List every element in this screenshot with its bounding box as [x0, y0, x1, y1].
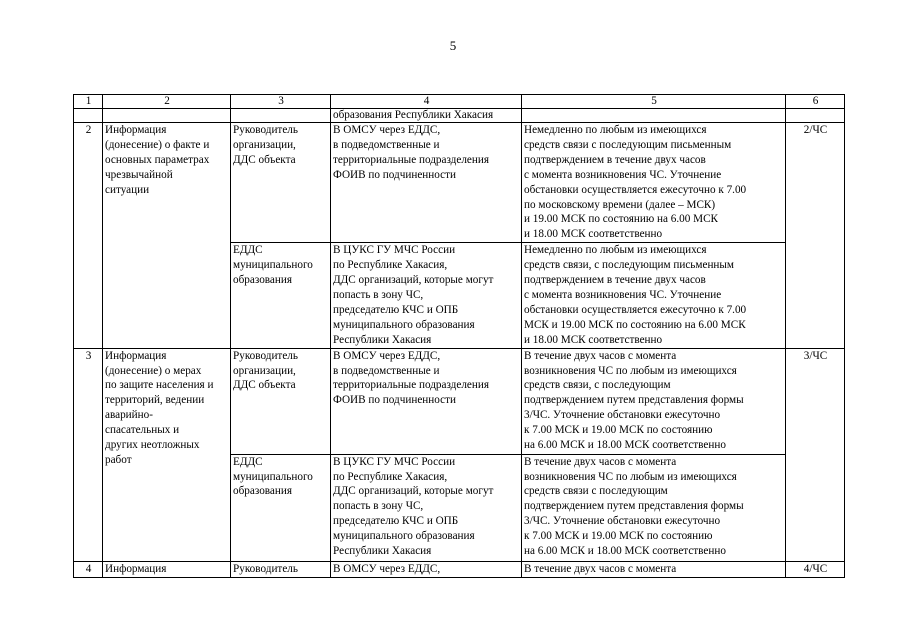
info-cell	[103, 561, 231, 577]
info-line: работ	[105, 453, 132, 466]
recipient-line: ФОИВ по подчиненности	[333, 168, 456, 181]
recipient-line: председателю КЧС и ОПБ	[333, 515, 459, 528]
timing-line: подтверждением путем представления формы	[524, 500, 744, 513]
recipient-line: В ОМСУ через ЕДДС,	[333, 562, 441, 575]
info-line: (донесение) о мерах	[105, 364, 202, 377]
recipient-cell	[331, 348, 522, 454]
timing-line: с момента возникновения ЧС. Уточнение	[524, 288, 722, 301]
timing-line: В течение двух часов с момента	[524, 349, 677, 362]
info-line: (донесение) о факте и	[105, 138, 210, 151]
recipient-line: территориальные подразделения	[333, 379, 490, 392]
info-line: ситуации	[105, 183, 150, 196]
info-line: чрезвычайной	[105, 168, 173, 181]
timing-line: обстановки осуществляется ежесуточно к 7.00	[524, 183, 747, 196]
table-row	[74, 123, 845, 243]
timing-line: к 7.00 МСК и 19.00 МСК по состоянию	[524, 530, 713, 543]
recipient-line: председателю КЧС и ОПБ	[333, 303, 459, 316]
timing-line: Немедленно по любым из имеющихся	[524, 124, 707, 136]
info-line: Информация	[105, 562, 167, 575]
sender-line: Руководитель	[233, 124, 298, 136]
row-number: 3	[74, 348, 103, 561]
header-cell: 5	[522, 95, 786, 109]
info-line: спасательных и	[105, 424, 180, 437]
recipient-cell	[331, 561, 522, 577]
recipient-line: в подведомственные и	[333, 138, 440, 151]
sender-line: Руководитель	[233, 562, 298, 575]
timing-line: к 7.00 МСК и 19.00 МСК по состоянию	[524, 424, 713, 437]
recipient-line: муниципального образования	[333, 318, 475, 331]
recipient-line: Республики Хакасия	[333, 545, 432, 558]
recipient-cell	[331, 454, 522, 561]
recipient-line: ДДС организаций, которые могут	[333, 485, 494, 498]
empty-cell	[74, 109, 103, 123]
info-cell	[103, 348, 231, 561]
recipient-line: ФОИВ по подчиненности	[333, 394, 456, 407]
timing-line: и 18.00 МСК соответственно	[524, 228, 663, 241]
row-number: 2	[74, 123, 103, 349]
form-code: 4/ЧС	[786, 561, 845, 577]
info-line: основных параметрах	[105, 153, 210, 166]
info-line: Информация	[105, 124, 167, 136]
sender-cell	[231, 243, 331, 348]
info-line: аварийно-	[105, 409, 153, 422]
recipient-line: образования Республики Хакасия	[333, 109, 494, 121]
header-cell: 3	[231, 95, 331, 109]
header-cell: 2	[103, 95, 231, 109]
row-number: 4	[74, 561, 103, 577]
empty-cell	[786, 109, 845, 123]
sender-line: ЕДДС	[233, 244, 263, 257]
timing-line: на 6.00 МСК и 18.00 МСК соответственно	[524, 439, 726, 452]
recipient-line: по Республике Хакасия,	[333, 259, 448, 272]
recipient-line: В ОМСУ через ЕДДС,	[333, 349, 441, 362]
timing-line: В течение двух часов с момента	[524, 562, 677, 575]
timing-cell	[522, 348, 786, 454]
empty-cell	[103, 109, 231, 123]
recipient-line: В ОМСУ через ЕДДС,	[333, 124, 441, 136]
timing-line: средств связи, с последующим письменным	[524, 259, 735, 272]
timing-line: и 18.00 МСК соответственно	[524, 333, 663, 346]
timing-line: средств связи с последующим	[524, 485, 668, 498]
timing-cell	[522, 454, 786, 561]
info-line: Информация	[105, 349, 167, 362]
recipient-cell	[331, 123, 522, 243]
table-row	[74, 561, 845, 577]
header-cell: 6	[786, 95, 845, 109]
timing-line: подтверждением в течение двух часов	[524, 153, 706, 166]
timing-line: и 19.00 МСК по состоянию на 6.00 МСК	[524, 213, 718, 226]
empty-cell	[522, 109, 786, 123]
info-line: по защите населения и	[105, 379, 214, 392]
recipient-line: ДДС организаций, которые могут	[333, 274, 494, 287]
timing-line: 3/ЧС. Уточнение обстановки ежесуточно	[524, 515, 721, 528]
timing-line: с момента возникновения ЧС. Уточнение	[524, 168, 722, 181]
form-code: 3/ЧС	[786, 348, 845, 561]
header-row	[74, 95, 845, 109]
timing-line: В течение двух часов с момента	[524, 455, 677, 468]
sender-line: образования	[233, 274, 293, 287]
timing-line: возникновения ЧС по любым из имеющихся	[524, 470, 737, 483]
timing-cell	[522, 243, 786, 348]
table-row	[74, 348, 845, 454]
sender-line: Руководитель	[233, 349, 298, 362]
timing-line: подтверждением в течение двух часов	[524, 274, 706, 287]
recipient-line: территориальные подразделения	[333, 153, 490, 166]
sender-line: ДДС объекта	[233, 153, 296, 166]
info-line: территорий, ведении	[105, 394, 205, 407]
reporting-table	[73, 94, 845, 578]
sender-line: образования	[233, 485, 293, 498]
timing-line: возникновения ЧС по любым из имеющихся	[524, 364, 737, 377]
timing-line: 3/ЧС. Уточнение обстановки ежесуточно	[524, 409, 721, 422]
timing-line: на 6.00 МСК и 18.00 МСК соответственно	[524, 545, 726, 558]
info-cell	[103, 123, 231, 349]
timing-line: по московскому времени (далее – МСК)	[524, 198, 716, 211]
timing-line: Немедленно по любым из имеющихся	[524, 244, 707, 257]
recipient-line: попасть в зону ЧС,	[333, 288, 424, 301]
sender-cell	[231, 123, 331, 243]
sender-cell	[231, 348, 331, 454]
recipient-line: В ЦУКС ГУ МЧС России	[333, 244, 456, 257]
recipient-line: Республики Хакасия	[333, 333, 432, 346]
header-cell: 1	[74, 95, 103, 109]
timing-line: МСК и 19.00 МСК по состоянию на 6.00 МСК	[524, 318, 746, 331]
recipient-line: В ЦУКС ГУ МЧС России	[333, 455, 456, 468]
recipient-line: попасть в зону ЧС,	[333, 500, 424, 513]
info-line: других неотложных	[105, 439, 200, 452]
empty-cell	[231, 109, 331, 123]
recipient-line: муниципального образования	[333, 530, 475, 543]
timing-cell	[522, 561, 786, 577]
form-code: 2/ЧС	[786, 123, 845, 349]
recipient-cell	[331, 109, 522, 123]
timing-cell	[522, 123, 786, 243]
timing-line: подтверждением путем представления формы	[524, 394, 744, 407]
recipient-line: в подведомственные и	[333, 364, 440, 377]
sender-line: ЕДДС	[233, 455, 263, 468]
header-cell: 4	[331, 95, 522, 109]
page-number: 5	[449, 38, 457, 53]
sender-line: организации,	[233, 364, 296, 377]
recipient-line: по Республике Хакасия,	[333, 470, 448, 483]
sender-line: муниципального	[233, 259, 313, 272]
sender-cell	[231, 454, 331, 561]
timing-line: обстановки осуществляется ежесуточно к 7.00	[524, 303, 747, 316]
sender-line: организации,	[233, 138, 296, 151]
timing-line: средств связи с последующим письменным	[524, 138, 732, 151]
recipient-cell	[331, 243, 522, 348]
continued-row	[74, 109, 845, 123]
sender-line: ДДС объекта	[233, 379, 296, 392]
sender-cell	[231, 561, 331, 577]
sender-line: муниципального	[233, 470, 313, 483]
timing-line: средств связи, с последующим	[524, 379, 671, 392]
